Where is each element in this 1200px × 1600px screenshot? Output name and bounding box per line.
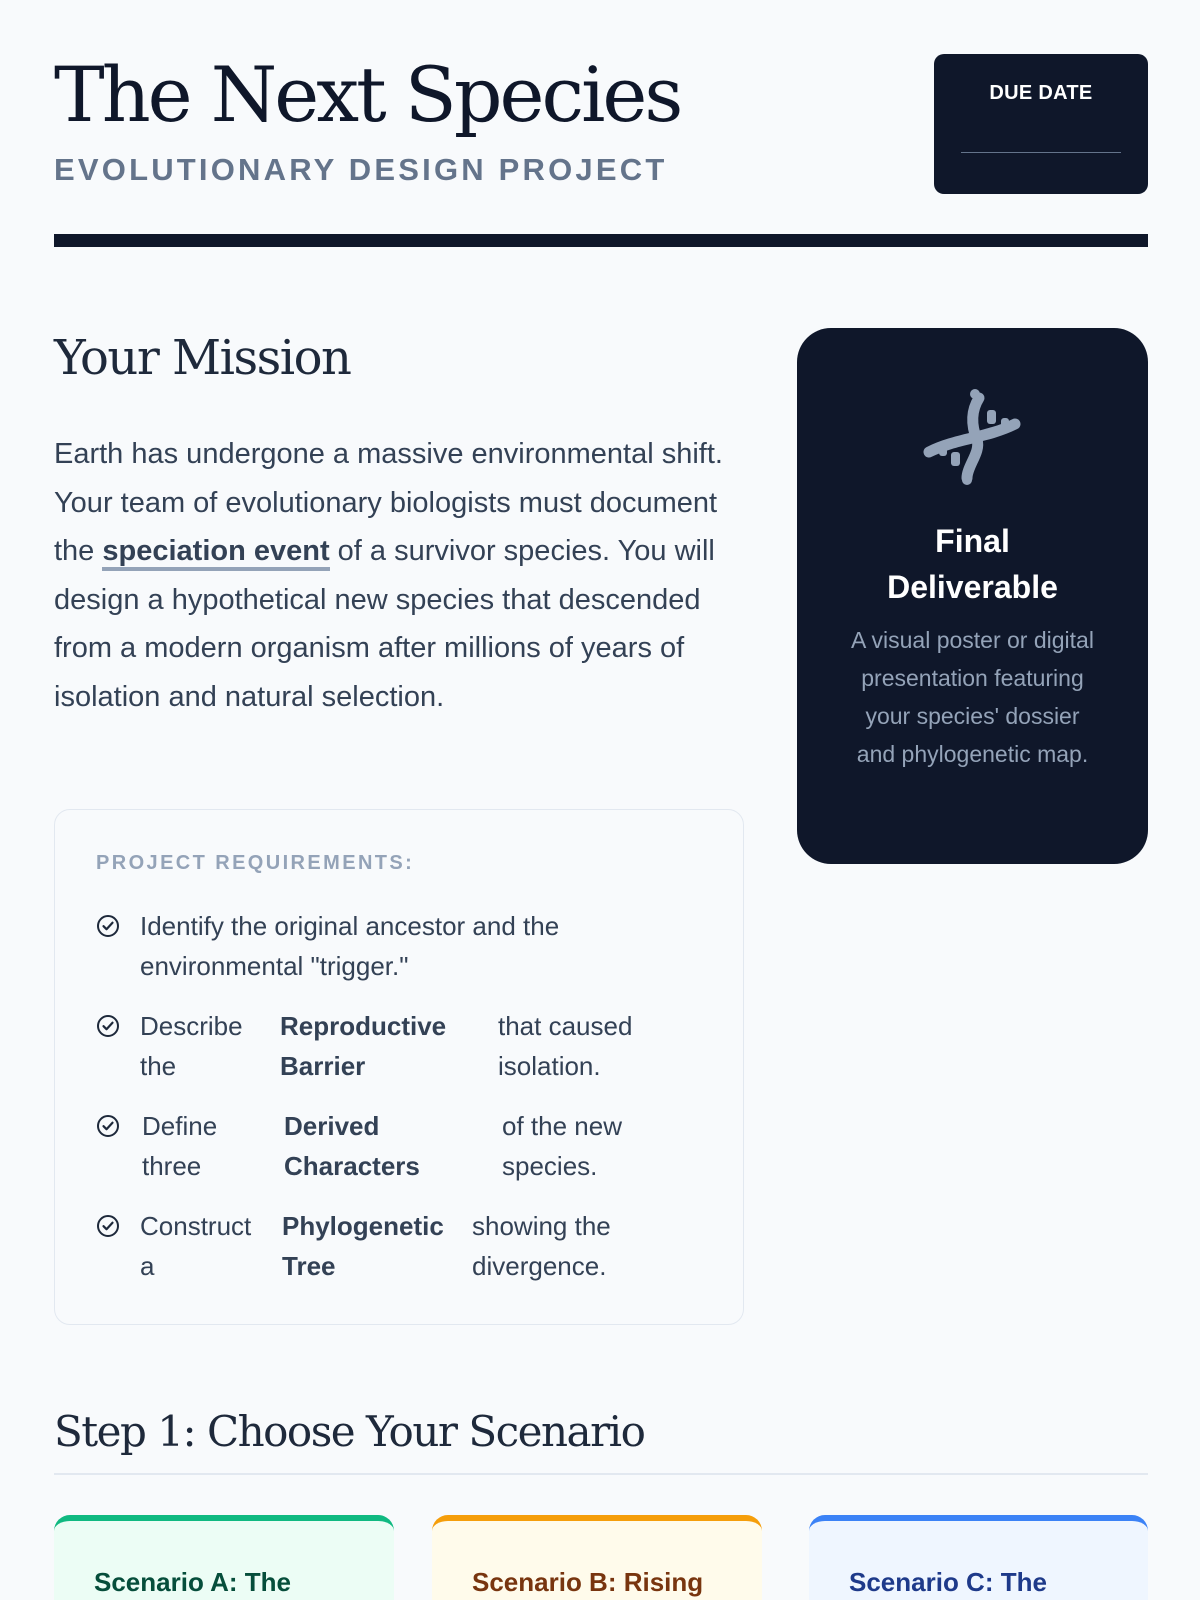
scenario-a-card[interactable] — [54, 1515, 394, 1600]
scenario-title: Scenario C: The — [849, 1567, 1047, 1597]
requirement-bold — [284, 1106, 464, 1186]
mission-text-before: Earth has undergone a massive environmental shift. Your team of evolutionary biologists must document the — [54, 438, 723, 567]
requirements-title: PROJECT REQUIREMENTS: — [96, 852, 415, 874]
requirement-pre: Define three — [142, 1111, 218, 1181]
project-page — [54, 0, 1148, 1600]
requirement-item — [96, 1106, 716, 1186]
dna-icon — [917, 380, 1027, 490]
requirement-bold — [282, 1206, 462, 1286]
deliverable-description: A visual poster or digital presentation featuring your species' dossier and phylogenetic map. — [851, 627, 1094, 767]
requirement-post: of the new species. — [502, 1111, 622, 1181]
step1-heading: Step 1: Choose Your Scenario — [54, 1407, 645, 1456]
check-circle-icon — [96, 1014, 120, 1038]
requirement-text: Identify the original ancestor and the environmental "trigger." — [140, 911, 560, 981]
due-date-line[interactable] — [961, 152, 1121, 153]
requirement-item — [96, 1006, 716, 1086]
scenario-c-card[interactable] — [809, 1515, 1148, 1600]
requirements-box — [54, 809, 744, 1325]
requirement-item — [96, 906, 716, 986]
page-subtitle: EVOLUTIONARY DESIGN PROJECT — [54, 152, 668, 187]
page-title: The Next Species — [54, 50, 681, 139]
deliverable-title: Final Deliverable — [887, 523, 1058, 605]
due-date-box — [934, 54, 1148, 194]
requirement-keyword: Phylogenetic Tree — [282, 1211, 444, 1281]
scenario-b-card[interactable] — [432, 1515, 762, 1600]
scenario-title: Scenario B: Rising — [472, 1567, 704, 1597]
requirement-pre: Describe the — [140, 1011, 243, 1081]
mission-text — [54, 430, 750, 721]
check-circle-icon — [96, 1114, 120, 1138]
requirement-post: showing the divergence. — [472, 1211, 611, 1281]
scenario-title: Scenario A: The — [94, 1567, 291, 1597]
mission-text-after: of a survivor species. You will design a hypothetical new species that descended from a modern organism after millions of years of isolation and natural selection. — [54, 535, 715, 713]
requirement-bold — [280, 1006, 480, 1086]
mission-heading: Your Mission — [54, 330, 351, 386]
deliverable-card — [797, 328, 1148, 864]
speciation-term[interactable]: speciation event — [102, 535, 329, 571]
requirement-keyword: Derived Characters — [284, 1111, 420, 1181]
header-divider — [54, 234, 1148, 247]
check-circle-icon — [96, 1214, 120, 1238]
due-date-label: DUE DATE — [989, 82, 1093, 104]
check-circle-icon — [96, 914, 120, 938]
step1-divider — [54, 1473, 1148, 1475]
requirement-pre: Construct a — [140, 1211, 252, 1281]
requirement-keyword: Reproductive Barrier — [280, 1011, 447, 1081]
requirement-post: that caused isolation. — [498, 1011, 633, 1081]
requirement-item — [96, 1206, 716, 1286]
